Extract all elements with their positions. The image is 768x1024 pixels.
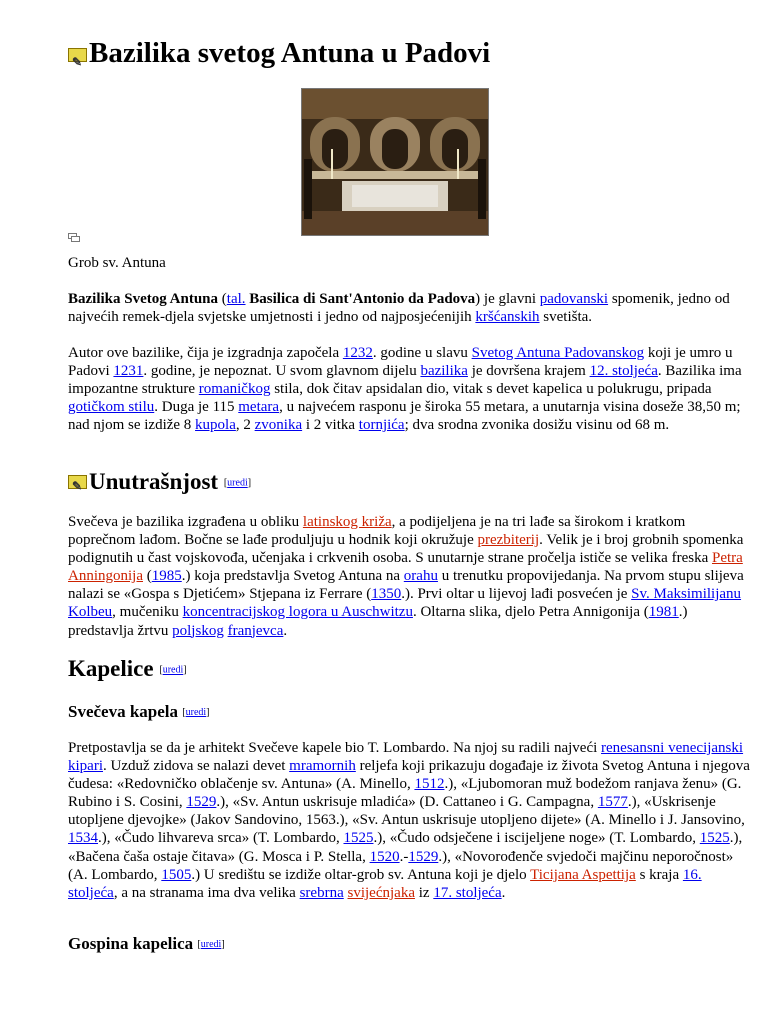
link-svetog-antuna[interactable]: Svetog Antuna Padovanskog [471, 345, 645, 361]
heading-kapelice [68, 655, 752, 685]
edit-link-wrapper: [uredi] [223, 477, 252, 489]
tomb-altar-image [302, 89, 488, 235]
text: ; dva srodna zvonika dosižu visinu od 68 m. [404, 417, 670, 434]
link-kupola[interactable]: kupola [195, 417, 236, 434]
heading-gospina-kapelica [68, 934, 752, 955]
enlarge-icon[interactable] [68, 233, 80, 242]
link-1505[interactable]: 1505 [161, 866, 192, 883]
text: . Velik je i broj grobnih spomenka podignutih u čast vojskovođa, učenjaka i crkvenih osoba. S unutarnje strane pročelja ističe se velika freska [68, 532, 744, 567]
heading-text: Svečeva kapela [68, 702, 179, 721]
chapel-paragraph [68, 739, 752, 902]
link-1985[interactable]: 1985 [151, 568, 182, 585]
link-orahu[interactable]: orahu [403, 568, 438, 585]
link-16-stoljeca[interactable]: 16. stoljeća [68, 866, 702, 901]
link-latinskog-kriza[interactable]: latinskog križa [302, 514, 392, 530]
heading-unutrasnjost [68, 468, 752, 498]
image-caption: Grob sv. Antuna [68, 255, 166, 271]
link-1350[interactable]: 1350 [371, 586, 402, 603]
text: ) je glavni [475, 291, 540, 307]
link-zvonika[interactable]: zvonika [254, 417, 303, 434]
bold-name: Bazilika Svetog Antuna [68, 291, 219, 307]
edit-pencil-icon[interactable] [68, 48, 87, 62]
link-1231[interactable]: 1231 [113, 363, 144, 380]
link-metara[interactable]: metara [238, 399, 280, 416]
link-mramornih[interactable]: mramornih [289, 758, 356, 775]
text: .) predstavlja žrtvu [68, 604, 688, 639]
link-ticijana-aspettija[interactable]: Ticijana Aspettija [530, 866, 636, 883]
page-title-text: Bazilika svetog Antuna u Padovi [89, 37, 491, 69]
text: . Bazilika ima impozantne strukture [68, 363, 742, 398]
text: iz [414, 884, 434, 901]
text: .). Prvi oltar u lijevoj lađi posvećen je [401, 586, 632, 603]
link-1525[interactable]: 1525 [699, 830, 730, 847]
link-romanickog[interactable]: romaničkog [198, 381, 271, 398]
link-svijecnjaka[interactable]: svijećnjaka [347, 884, 415, 901]
text: . [283, 622, 288, 639]
text: , mučeniku [112, 604, 183, 621]
basilica-tomb-photo[interactable] [301, 88, 489, 236]
text: Autor ove bazilike, čija je izgradnja započela [68, 345, 343, 361]
heading-text: Kapelice [68, 656, 154, 681]
text: . Oltarna slika, djelo Petra Annigonija ( [412, 604, 649, 621]
link-1232[interactable]: 1232 [342, 345, 373, 361]
bold-italian-name: Basilica di Sant'Antonio da Padova [249, 291, 476, 307]
text: ( [218, 291, 227, 307]
link-1525[interactable]: 1525 [343, 830, 374, 847]
text: , a na stranama ima dva velika [113, 884, 300, 901]
text: Pretpostavlja se da je arhitekt Svečeve kapele bio T. Lombardo. Na njoj su radili najveći [68, 740, 602, 756]
page-title [68, 36, 490, 70]
edit-link-wrapper: [uredi] [182, 707, 210, 719]
link-tal[interactable]: tal. [226, 291, 246, 307]
link-koncentracijskog-logora[interactable]: koncentracijskog logora u Auschwitzu [182, 604, 413, 621]
link-1529[interactable]: 1529 [186, 794, 217, 811]
link-1577[interactable]: 1577 [597, 794, 628, 811]
text: reljefa koji prikazuju događaje iz života Svetog Antuna i njegova čudesa: «Redovničko oblačenje sv. Antuna» (A. Minello, [68, 758, 750, 793]
text: .), «Novorođenče svjedoči majčinu neporočnost» (A. Lombardo, [68, 848, 734, 883]
text: , a podijeljena je na tri lađe sa širokom i kratkom poprečnom lađom. Bočne se lađe produljuju u hodnik koji okružuje [68, 514, 686, 549]
link-1512[interactable]: 1512 [414, 776, 445, 793]
text: Svečeva je bazilika izgrađena u obliku [68, 514, 303, 530]
link-prezbiterij[interactable]: prezbiterij [477, 532, 540, 549]
link-bazilika[interactable]: bazilika [420, 363, 468, 380]
link-1534[interactable]: 1534 [68, 830, 98, 847]
text: .), «Uskrisenje utopljene djevojke» (Jakov Sandovino, 1563.), «Sv. Antun uskrisuje utopljeno dijete» (A. Minello i J. Jansovino, [68, 794, 745, 829]
heading-saceva-kapela [68, 702, 752, 723]
edit-link[interactable]: uredi [185, 707, 207, 719]
text: .) koja predstavlja Svetog Antuna na [181, 568, 404, 585]
text: . [501, 884, 506, 901]
text: stila, dok čitav apsidalan dio, vitak s devet kapelica u polukrugu, pripada [270, 381, 712, 398]
text: svetišta. [539, 309, 593, 326]
link-renesansni-venecijanski[interactable]: renesansni venecijanski [601, 740, 744, 756]
link-gotickom-stilu[interactable]: gotičkom stilu [68, 399, 155, 416]
text: .) U središtu se izdiže oltar-grob sv. Antuna koji je djelo [191, 866, 531, 883]
text: .), «Bačena čaša ostaje čitava» (G. Mosca i P. Stella, [68, 830, 743, 865]
link-maksimilijanu-kolbeu[interactable]: Sv. Maksimilijanu Kolbeu [68, 586, 742, 621]
link-12-stoljeca[interactable]: 12. stoljeća [589, 363, 658, 380]
text: ( [143, 568, 152, 585]
link-kipari[interactable]: kipari [68, 758, 103, 775]
history-paragraph [68, 344, 752, 434]
edit-pencil-icon[interactable] [68, 475, 87, 489]
link-padovanski[interactable]: padovanski [539, 291, 609, 307]
text: s kraja [635, 866, 683, 883]
text: .), «Sv. Antun uskrisuje mladića» (D. Cattaneo i G. Campagna, [216, 794, 598, 811]
text: je dovršena krajem [467, 363, 590, 380]
link-krscanskih[interactable]: kršćanskih [475, 309, 540, 326]
link-tornjica[interactable]: tornjića [358, 417, 405, 434]
text: . godine u slavu [372, 345, 472, 361]
text: . godine, je nepoznat. U svom glavnom dijelu [143, 363, 421, 380]
link-1981[interactable]: 1981 [648, 604, 679, 621]
link-petra-anningonija[interactable]: Petra Anningonija [68, 550, 743, 585]
link-17-stoljeca[interactable]: 17. stoljeća [433, 884, 502, 901]
text: .), «Čudo lihvareva srca» (T. Lombardo, [98, 830, 344, 847]
text: .- [399, 848, 409, 865]
text: i 2 vitka [302, 417, 359, 434]
link-poljskog[interactable]: poljskog [172, 622, 224, 639]
text: koji je umro u Padovi [68, 345, 733, 380]
text: .), «Ljubomoran muž bodežom ranjava ženu» (G. Rubino i S. Cosini, [68, 776, 742, 811]
text: . Uzduž zidova se nalazi devet [103, 758, 290, 775]
edit-link[interactable]: uredi [162, 664, 184, 676]
text: .), «Čudo odsječene i iscijeljene noge» (T. Lombardo, [373, 830, 700, 847]
link-srebrna[interactable]: srebrna [299, 884, 344, 901]
edit-link[interactable]: uredi [227, 477, 248, 489]
edit-link[interactable]: uredi [200, 939, 222, 951]
text: , 2 [235, 417, 255, 434]
heading-text: Gospina kapelica [68, 934, 194, 953]
edit-link-wrapper: [uredi] [159, 664, 187, 676]
edit-link-wrapper: [uredi] [197, 939, 225, 951]
link-1520[interactable]: 1520 [369, 848, 400, 865]
heading-text: Unutrašnjost [89, 469, 219, 494]
text: u trenutku propovijedanja. Na prvom stupu slijeva nalazi se «Gospa s Djetićem» Stjepana iz Ferrare ( [68, 568, 744, 603]
interior-paragraph [68, 513, 752, 640]
intro-paragraph [68, 290, 752, 326]
text: spomenik, jedno od najvećih remek-djela svjetske umjetnosti i jedno od najposjećenijih [68, 291, 730, 326]
text: . Duga je 115 [154, 399, 239, 416]
link-1529[interactable]: 1529 [408, 848, 439, 865]
link-franjevca[interactable]: franjevca [227, 622, 284, 639]
text: , u najvećem rasponu je široka 55 metara, a unutarnja visina doseže 38,50 m; nad njom se izdiže 8 [68, 399, 741, 434]
